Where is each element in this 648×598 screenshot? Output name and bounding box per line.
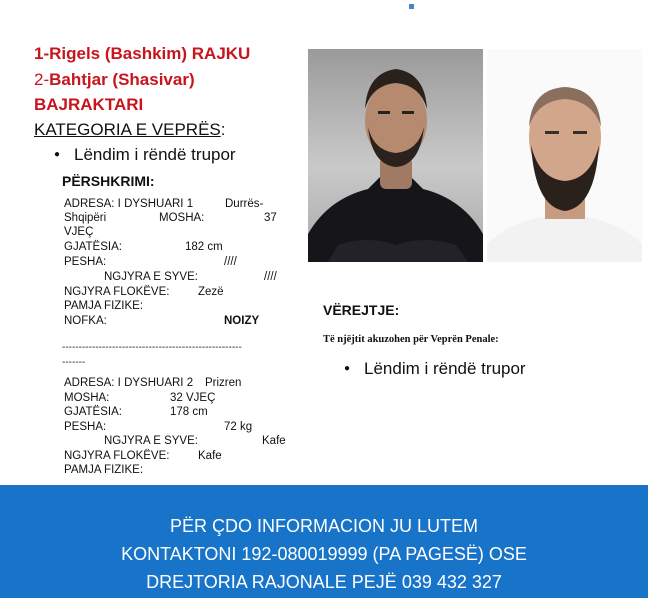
suspect-2-portrait-icon [487,49,642,262]
s2-appearance-label: PAMJA FIZIKE: [64,464,144,476]
category-label: KATEGORIA E VEPRËS [34,120,221,139]
category-heading [34,120,225,140]
s2-age-value: 32 VJEÇ [170,392,216,404]
s1-eyes-value: //// [264,271,277,283]
suspect-2-name [34,70,195,90]
banner-line-3: DREJTORIA RAJONALE PEJË 039 432 327 [146,572,502,592]
s1-hair-value: Zezë [198,286,224,298]
observations-crime: ● Lëndim i rëndë trupor [364,359,526,379]
s1-nickname-value: NOIZY [224,315,260,327]
s1-address-value-2: Shqipëri [64,212,107,224]
suspect-1-name: 1-Rigels (Bashkim) RAJKU [34,44,251,63]
s1-age-unit: VJEÇ [64,226,94,238]
category-colon: : [220,120,226,139]
separator-line-2: ------- [62,357,86,368]
s2-hair-value: Kafe [198,450,222,462]
s1-age-value: 37 [264,212,277,224]
s1-age-label: MOSHA: [159,212,205,224]
s2-height-value: 178 cm [170,406,208,418]
s2-address-label: ADRESA: I DYSHUARI 2 [64,377,194,389]
suspect-2-number: 2- [34,70,50,89]
s2-age-label: MOSHA: [64,392,110,404]
s2-weight-label: PESHA: [64,421,107,433]
s1-address-label: ADRESA: I DYSHUARI 1 [64,198,194,210]
s1-height-value: 182 cm [185,241,223,253]
banner-line-2: KONTAKTONI 192-080019999 (PA PAGESË) OSE [121,544,527,564]
s2-hair-label: NGJYRA FLOKËVE: [64,450,170,462]
observations-title: VËREJTJE: [323,302,400,318]
s1-nickname-label: NOFKA: [64,315,107,327]
s2-weight-value: 72 kg [224,421,253,433]
s1-hair-label: NGJYRA FLOKËVE: [64,286,170,298]
suspect-2-given-name: Bahtjar (Shasivar) [49,70,195,89]
category-crime: ● Lëndim i rëndë trupor [74,145,236,165]
s1-appearance-label: PAMJA FIZIKE: [64,300,144,312]
s1-address-value-1: Durrës- [225,198,264,210]
s1-height-label: GJATËSIA: [64,241,122,253]
s2-eyes-label: NGJYRA E SYVE: [104,435,198,447]
suspect-1-portrait-icon [308,49,483,262]
s2-address-value: Prizren [205,377,242,389]
decorative-dot [409,4,414,9]
observations-text: Të njëjtit akuzohen për Veprën Penale: [323,334,499,345]
description-title: PËRSHKRIMI: [62,173,155,189]
suspect-separator [62,340,242,370]
s2-eyes-value: Kafe [262,435,286,447]
suspect-2-surname: BAJRAKTARI [34,95,144,114]
suspect-2-photo [487,49,642,262]
suspect-1-photo [308,49,483,262]
s1-weight-value: //// [224,256,237,268]
contact-banner [0,485,648,598]
separator-line-1: ------------------------------------------------------ [62,342,242,353]
s1-weight-label: PESHA: [64,256,107,268]
s2-height-label: GJATËSIA: [64,406,122,418]
banner-line-1: PËR ÇDO INFORMACION JU LUTEM [169,516,478,536]
s1-eyes-label: NGJYRA E SYVE: [104,271,198,283]
